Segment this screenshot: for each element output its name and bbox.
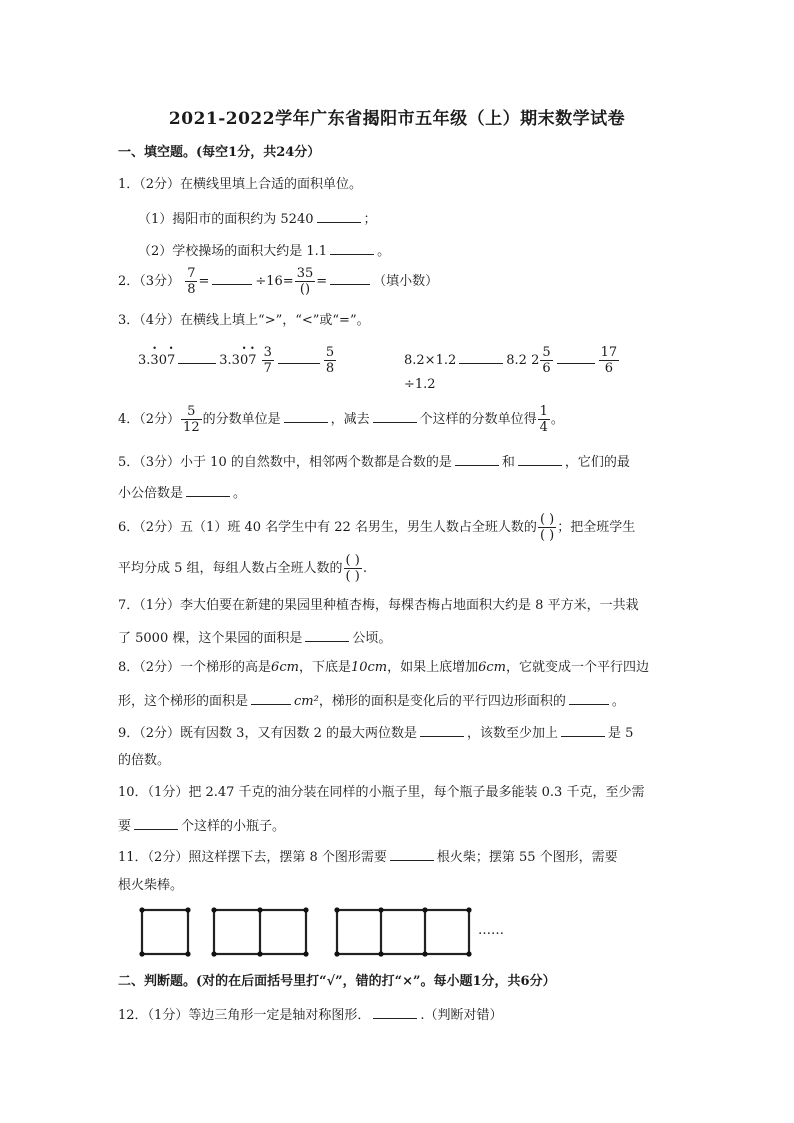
q12-text: 12．（1分）等边三角形一定是轴对称图形． <box>118 1008 371 1023</box>
expression: 8.2 <box>506 353 527 368</box>
question-1-stem <box>118 176 362 194</box>
answer-blank[interactable] <box>186 482 230 497</box>
question-6-line-1 <box>118 512 635 543</box>
q5-text: 小公倍数是 <box>118 486 184 501</box>
q8-text: 8．（2分）一个梯形的高是 <box>118 660 272 675</box>
q4-end: 。 <box>550 412 564 427</box>
answer-blank[interactable] <box>278 349 320 364</box>
answer-blank[interactable] <box>518 451 562 466</box>
q9-text: ，该数至少加上 <box>466 726 558 741</box>
q10-text: 个这样的小瓶子。 <box>181 819 286 834</box>
answer-blank[interactable] <box>212 270 252 285</box>
question-3-row-2: ÷1.2 <box>404 377 436 392</box>
q6-text: ；把全班学生 <box>557 520 636 535</box>
unit: 6cm <box>271 660 299 675</box>
fraction: $\frac{5}{12}$ <box>183 404 200 435</box>
question-7-line-2 <box>118 627 391 648</box>
q8-text: ，它就变成一个平行四边 <box>506 660 650 675</box>
answer-fraction[interactable]: $\frac{( )}{( )}$ <box>345 553 360 584</box>
answer-blank[interactable] <box>557 349 595 364</box>
q8-text: 。 <box>611 694 625 709</box>
question-9-line-2: 的倍数。 <box>118 753 171 768</box>
q5-text: 。 <box>233 486 247 501</box>
question-3-stem: 3．（4分）在横线上填上“>”，“<”或“=”。 <box>118 313 370 328</box>
answer-blank[interactable] <box>561 722 605 737</box>
question-2 <box>118 266 438 297</box>
answer-blank[interactable] <box>455 451 499 466</box>
answer-blank[interactable] <box>330 270 370 285</box>
q8-text: ，下底是 <box>298 660 351 675</box>
question-10-line-2 <box>118 815 285 836</box>
decimal-int: 3.3 <box>219 353 240 368</box>
recurring-digit: • 3 <box>150 346 158 376</box>
unit: 10cm <box>350 660 388 675</box>
q9-text: 9．（2分）既有因数 3，又有因数 2 的最大两位数是 <box>118 726 417 741</box>
recurring-digit: • 0 <box>240 346 248 376</box>
question-7-line-1: 7．（1分）李大伯要在新建的果园里种植杏梅，每棵杏梅占地面积大约是 8 平方米，一共栽 <box>118 598 639 613</box>
unit: cm² <box>294 694 319 709</box>
q1a-text: （1）揭阳市的面积约为 5240 <box>138 212 314 227</box>
q4-text: 的分数单位是 <box>202 412 281 427</box>
pattern-continuation-ellipsis: …… <box>478 923 504 938</box>
matchstick-figure-2 <box>214 910 306 954</box>
recurring-digit: • 7 <box>167 346 175 376</box>
equals-sign: = <box>198 274 210 289</box>
question-11-line-2: 根火柴棒。 <box>118 878 184 893</box>
q5-text: 和 <box>501 455 515 470</box>
answer-blank[interactable] <box>373 408 417 423</box>
q4-text: ，减去 <box>330 412 370 427</box>
question-3-row-1-left <box>138 345 337 376</box>
q7-text: 了 5000 棵，这个果园的面积是 <box>118 631 303 646</box>
question-5-line-1 <box>118 451 630 472</box>
answer-blank[interactable] <box>390 846 434 861</box>
fraction: $\frac{5}{8}$ <box>325 345 335 376</box>
question-3-row-1-right <box>404 345 620 376</box>
answer-blank[interactable] <box>330 240 374 255</box>
equals-sign: = <box>316 274 328 289</box>
fraction: $\frac{7}{8}$ <box>187 266 196 297</box>
answer-blank[interactable] <box>305 627 349 642</box>
q11-text: 根火柴；摆第 55 个图形，需要 <box>436 850 618 865</box>
q1b-text: （2）学校操场的面积大约是 1.1 <box>138 244 328 259</box>
q9-text: 是 5 <box>608 726 634 741</box>
q10-text: 要 <box>118 819 132 834</box>
decimal-int: 3. <box>138 353 151 368</box>
q1-head: 1．（2分）在横线里填上合适的面积单位。 <box>118 177 363 192</box>
matchstick-figure-1 <box>142 910 188 954</box>
section-heading-fill-in: 一、填空题。(每空1分，共24分） <box>118 145 321 160</box>
question-6-line-2 <box>118 553 367 584</box>
question-11-line-1 <box>118 846 618 867</box>
digit: 0 <box>158 353 167 368</box>
fraction: $\frac{35}{()}$ <box>296 266 314 297</box>
q5-text: ，它们的最 <box>564 455 630 470</box>
answer-blank[interactable] <box>134 815 178 830</box>
question-8-line-1 <box>118 659 649 677</box>
q8-text: ，梯形的面积是变化后的平行四边形面积的 <box>318 694 566 709</box>
q12-text: .（判断对错） <box>420 1008 503 1023</box>
q8-text: 形，这个梯形的面积是 <box>118 694 249 709</box>
q4-head: 4．（2分） <box>118 412 181 427</box>
question-5-line-2 <box>118 482 246 503</box>
recurring-digit: • 7 <box>248 346 256 376</box>
matchstick-figure-3 <box>337 910 469 954</box>
q5-text: 5．（3分）小于 10 的自然数中，相邻两个数都是合数的是 <box>118 455 452 470</box>
question-8-line-2 <box>118 690 625 711</box>
q8-text: ，如果上底增加 <box>387 660 479 675</box>
question-1-part-1 <box>138 208 377 229</box>
answer-blank[interactable] <box>284 408 328 423</box>
answer-fraction[interactable]: $\frac{( )}{( )}$ <box>539 512 555 543</box>
q2-head: 2．（3分） <box>118 274 181 289</box>
answer-blank[interactable] <box>420 722 464 737</box>
q6-text: 6．（2分）五（1）班 40 名学生中有 22 名男生，男生人数占全班人数的 <box>118 520 537 535</box>
fraction: $\frac{1}{4}$ <box>539 404 548 435</box>
answer-blank[interactable] <box>373 1004 417 1019</box>
expression: 8.2×1.2 <box>404 353 457 368</box>
answer-blank[interactable] <box>459 349 503 364</box>
answer-blank[interactable] <box>569 690 609 705</box>
division-text: ÷16= <box>255 274 294 289</box>
q7-text: 公顷。 <box>352 631 392 646</box>
answer-blank[interactable] <box>251 690 291 705</box>
exam-title: 2021-2022学年广东省揭阳市五年级（上）期末数学试卷 <box>168 109 626 129</box>
question-9-line-1 <box>118 722 633 743</box>
q1a-end: ； <box>363 212 377 227</box>
answer-blank[interactable] <box>178 349 216 364</box>
unit: 6cm <box>478 660 507 675</box>
q11-text: 11．（2分）照这样摆下去，摆第 8 个图形需要 <box>118 850 387 865</box>
q6-text: . <box>362 561 367 576</box>
fraction: $\frac{3}{7}$ <box>263 345 272 376</box>
question-1-part-2 <box>138 240 390 261</box>
answer-blank[interactable] <box>317 208 361 223</box>
question-12 <box>118 1004 502 1025</box>
q2-tail: （填小数） <box>373 274 439 289</box>
section-heading-true-false: 二、判断题。(对的在后面括号里打“√”，错的打“×”。每小题1分，共6分） <box>118 974 556 989</box>
q1b-end: 。 <box>377 244 391 259</box>
question-10-line-1: 10．（1分）把 2.47 千克的油分装在同样的小瓶子里，每个瓶子最多能装 0.3 千克，至少需 <box>118 785 645 800</box>
q6-text: 平均分成 5 组，每组人数占全班人数的 <box>118 561 343 576</box>
q4-text: 个这样的分数单位得 <box>419 412 537 427</box>
question-4 <box>118 404 564 436</box>
fraction: $\frac{17}{6}$ <box>600 345 618 376</box>
mixed-number: 2 $\frac{5}{6}$ <box>531 345 551 376</box>
